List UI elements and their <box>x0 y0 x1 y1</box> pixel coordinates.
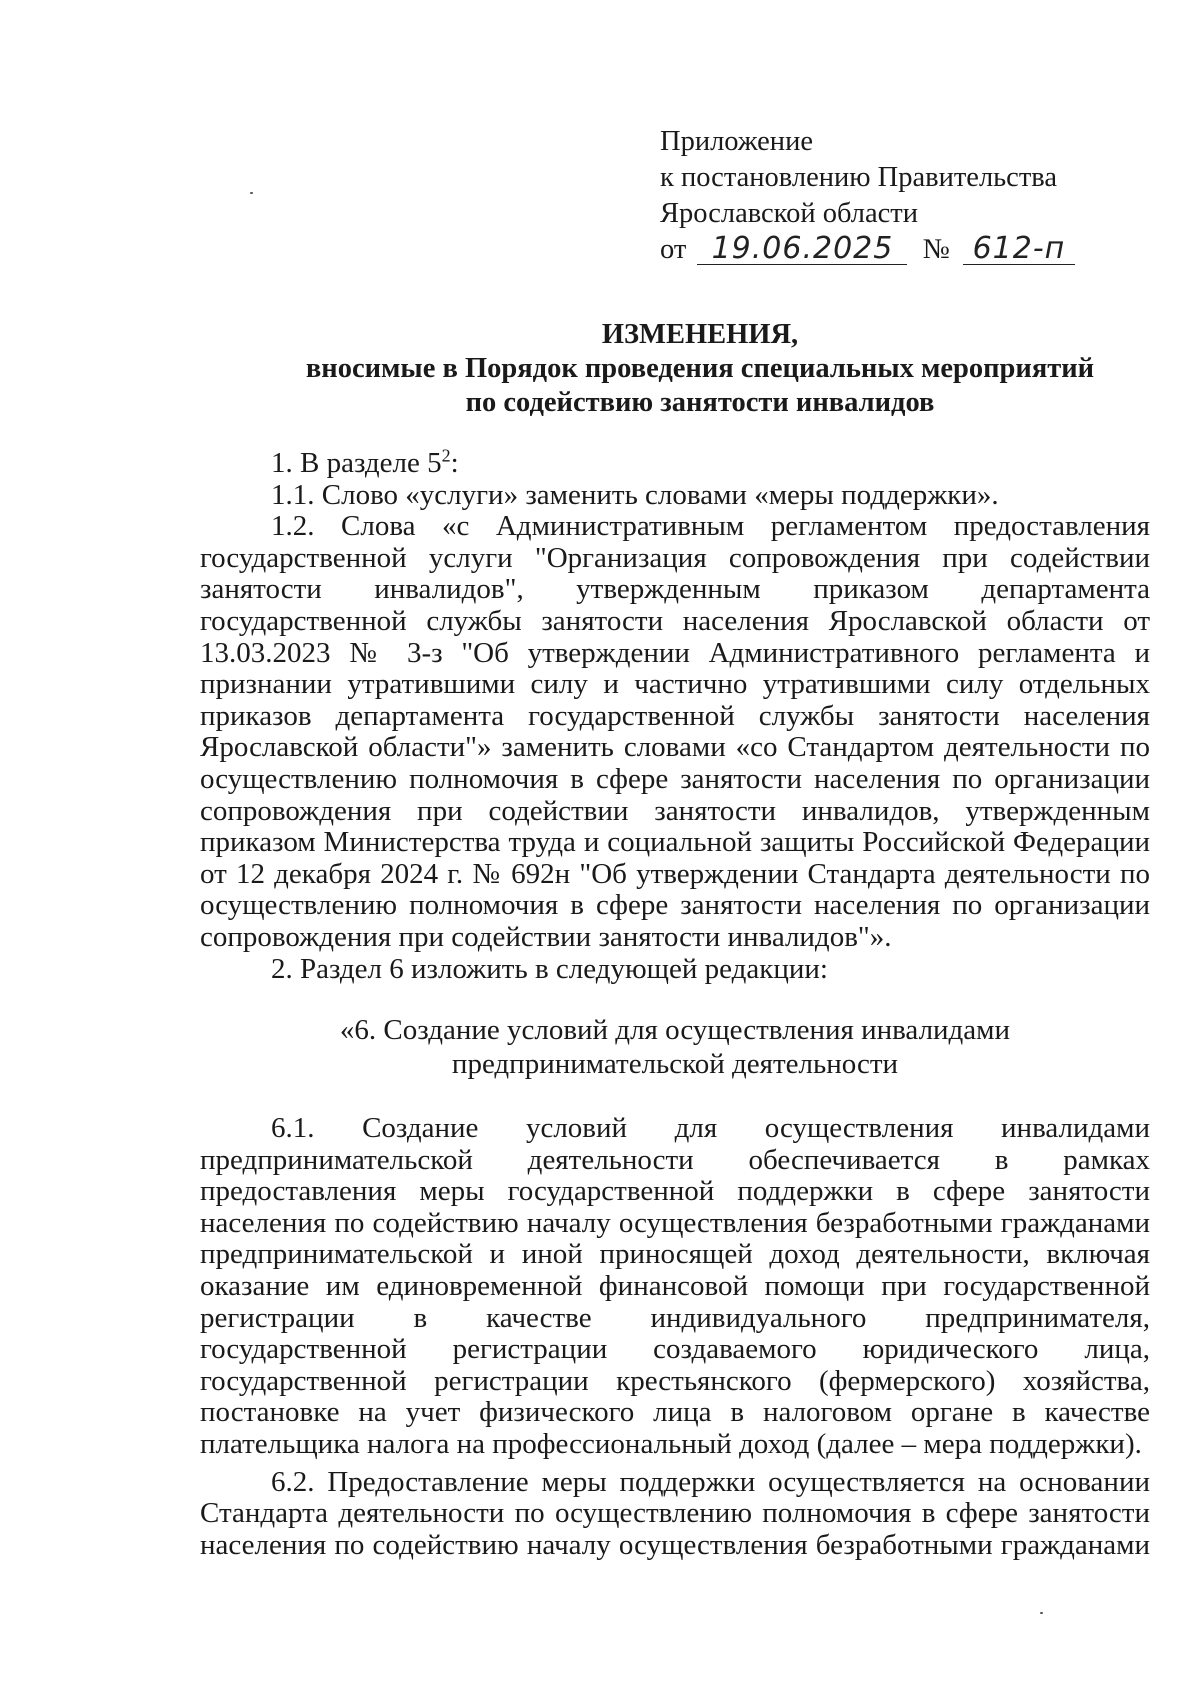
paragraph-6-2: 6.2. Предоставление меры поддержки осуществляется на основании Стандарта деятельности по осуществлению полномочия в сфере занятости населения по содействию началу осуществления безработными гражданами <box>200 1465 1150 1561</box>
paragraph-6-1: 6.1. Создание условий для осуществления инвалидами предпринимательской деятельности обеспечивается в рамках предоставления меры государственной поддержки в сфере занятости населения по содействию началу осуществления безработными гражданами предпринимательской и иной приносящей доход деятельности, включая оказание им единовременной финансовой помощи при государственной регистрации в качестве индивидуального предпринимателя, государственной регистрации создаваемого юридического лица, государственной регистрации крестьянского (фермерского) хозяйства, постановке на учет физического лица в налоговом органе в качестве плательщика налога на профессиональный доход (далее – мера поддержки). <box>200 1112 1150 1461</box>
number-prefix: № <box>922 234 950 265</box>
title-line-2: вносимые в Порядок проведения специальных мероприятий <box>305 353 1095 384</box>
section-6-heading-line-1: «6. Создание условий для осуществления инвалидами <box>339 1014 1011 1047</box>
scan-speck <box>1040 1612 1043 1614</box>
section-6-heading <box>200 1013 1150 1081</box>
scan-speck <box>250 192 253 194</box>
paragraph-1-text: 1. В разделе 5 <box>271 447 442 479</box>
appendix-date-number-row <box>660 232 1100 268</box>
document-body <box>200 445 1150 1561</box>
handwritten-number: 612-п <box>963 234 1075 265</box>
handwritten-date: 19.06.2025 <box>697 234 907 265</box>
date-prefix: от <box>660 234 687 265</box>
appendix-block <box>660 124 1100 268</box>
paragraph-2: 2. Раздел 6 изложить в следующей редакции: <box>271 952 828 985</box>
appendix-region: Ярославской области <box>660 198 918 229</box>
paragraph-1-tail: : <box>450 447 459 479</box>
section-6-heading-line-2: предпринимательской деятельности <box>451 1048 899 1081</box>
title-line-1: ИЗМЕНЕНИЯ, <box>601 319 799 350</box>
appendix-label: Приложение <box>660 126 813 157</box>
paragraph-1 <box>200 445 1150 480</box>
paragraph-1-1: 1.1. Слово «услуги» заменить словами «меры поддержки». <box>271 478 999 511</box>
paragraph-1-2: 1.2. Слова «с Административным регламентом предоставления государственной услуги "Организация сопровождения при содействии занятости инвалидов", утвержденным приказом департамента государственной службы занятости населения Ярославской области от 13.03.2023 № 3-з "Об утверждении Административного регламента и признании утратившими силу и частично утратившими силу отдельных приказов департамента государственной службы занятости населения Ярославской области"» заменить словами «со Стандартом деятельности по осуществлению полномочия в сфере занятости населения по организации сопровождения при содействии занятости инвалидов, утвержденным приказом Министерства труда и социальной защиты Российской Федерации от 12 декабря 2024 г. № 692н "Об утверждении Стандарта деятельности по осуществлению полномочия в сфере занятости населения по организации сопровождения при содействии занятости инвалидов"». <box>200 510 1150 953</box>
document-title <box>200 318 1200 420</box>
title-line-3: по содействию занятости инвалидов <box>465 387 935 418</box>
paragraph-1-superscript: 2 <box>441 445 451 466</box>
appendix-resolution-ref: к постановлению Правительства <box>660 162 1058 193</box>
